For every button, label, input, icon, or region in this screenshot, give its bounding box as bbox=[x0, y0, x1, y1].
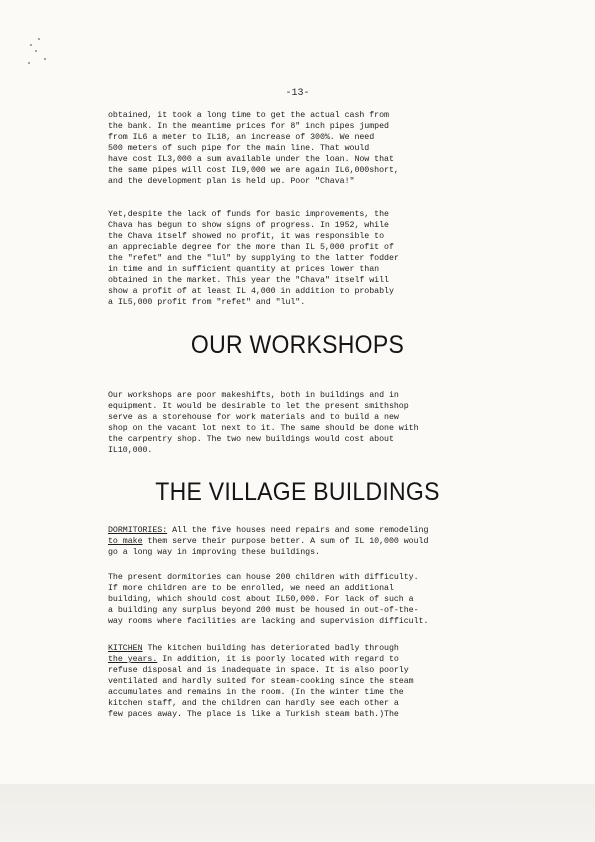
text-line: a building any surplus beyond 200 must be housed in out-of-the- bbox=[108, 606, 419, 615]
paragraph-dormitory-capacity bbox=[108, 572, 428, 627]
paragraph-dormitories bbox=[108, 525, 428, 558]
text-fragment: to make bbox=[108, 537, 143, 546]
text-line: refuse disposal and is inadequate in space. It is also poorly bbox=[108, 666, 409, 675]
text-line: building, which should cost about IL50,000. For lack of such a bbox=[108, 595, 414, 604]
dormitories-label: DORMITORIES: bbox=[108, 526, 168, 535]
text-fragment: In addition, it is poorly located with regard to bbox=[157, 655, 399, 664]
text-line: equipment. It would be desirable to let the present smithshop bbox=[108, 402, 409, 411]
text-line: ventilated and hardly suited for steam-cooking since the steam bbox=[108, 677, 414, 686]
kitchen-label: KITCHEN bbox=[108, 644, 143, 653]
text-line: 500 meters of such pipe for the main line. That would bbox=[108, 144, 370, 153]
text-fragment: The kitchen building has deteriorated badly through bbox=[142, 644, 399, 653]
text-line: the carpentry shop. The two new buildings would cost about bbox=[108, 435, 394, 444]
text-line: the "refet" and the "lul" by supplying to the latter fodder bbox=[108, 254, 399, 263]
text-line: have cost IL3,000 a sum available under the loan. Now that bbox=[108, 155, 394, 164]
heading-village-buildings: THE VILLAGE BUILDINGS bbox=[155, 478, 440, 506]
paragraph-workshops bbox=[108, 390, 419, 456]
text-line bbox=[108, 654, 414, 665]
text-line: in time and in sufficient quantity at prices lower than bbox=[108, 265, 380, 274]
text-line: go a long way in improving these buildings. bbox=[108, 548, 320, 557]
text-line: kitchen staff, and the children can hardly see each other a bbox=[108, 699, 399, 708]
page-bottom-margin bbox=[0, 784, 595, 842]
text-line: show a profit of at least IL 4,000 in addition to probably bbox=[108, 287, 394, 296]
text-line: shop on the vacant lot next to it. The same should be done with bbox=[108, 424, 419, 433]
text-line: the same pipes will cost IL9,000 we are again IL6,000short, bbox=[108, 166, 399, 175]
text-fragment: them serve their purpose better. A sum of IL 10,000 would bbox=[142, 537, 429, 546]
text-line: accumulates and remains in the room. (In the winter time the bbox=[108, 688, 404, 697]
text-line: obtained, it took a long time to get the actual cash from bbox=[108, 111, 389, 120]
text-line: way rooms where facilities are lacking and supervision difficult. bbox=[108, 617, 429, 626]
page-number: -13- bbox=[285, 88, 310, 99]
paper-specks bbox=[26, 38, 50, 68]
text-line: Chava has begun to show signs of progress. In 1952, while bbox=[108, 221, 389, 230]
heading-our-workshops: OUR WORKSHOPS bbox=[190, 331, 405, 359]
text-line bbox=[108, 643, 414, 654]
text-line: Our workshops are poor makeshifts, both in buildings and in bbox=[108, 391, 399, 400]
text-line: Yet,despite the lack of funds for basic improvements, the bbox=[108, 210, 389, 219]
paragraph-kitchen bbox=[108, 643, 414, 720]
text-line: obtained in the market. This year the "Chava" itself will bbox=[108, 276, 389, 285]
text-line: The present dormitories can house 200 children with difficulty. bbox=[108, 573, 419, 582]
text-fragment: All the five houses need repairs and some remodeling bbox=[167, 526, 429, 535]
text-line: from IL6 a meter to IL18, an increase of 300%. We need bbox=[108, 133, 375, 142]
text-line: few paces away. The place is like a Turkish steam bath.)The bbox=[108, 710, 399, 719]
text-line: the bank. In the meantime prices for 8" inch pipes jumped bbox=[108, 122, 389, 131]
text-line: IL10,000. bbox=[108, 446, 153, 455]
paragraph-pipes bbox=[108, 110, 399, 187]
paragraph-chava-progress bbox=[108, 209, 399, 308]
text-line: serve as a storehouse for work materials and to build a new bbox=[108, 413, 399, 422]
text-line: an appreciable degree for the more than IL 5,000 profit of bbox=[108, 243, 394, 252]
text-line: the Chava itself showed no profit, it was responsible to bbox=[108, 232, 385, 241]
text-line bbox=[108, 525, 428, 536]
text-fragment: the years. bbox=[108, 655, 158, 664]
text-line bbox=[108, 536, 428, 547]
text-line: If more children are to be enrolled, we need an additional bbox=[108, 584, 394, 593]
text-line: a IL5,000 profit from "refet" and "lul". bbox=[108, 298, 306, 307]
text-line: and the development plan is held up. Poor "Chava!" bbox=[108, 177, 355, 186]
